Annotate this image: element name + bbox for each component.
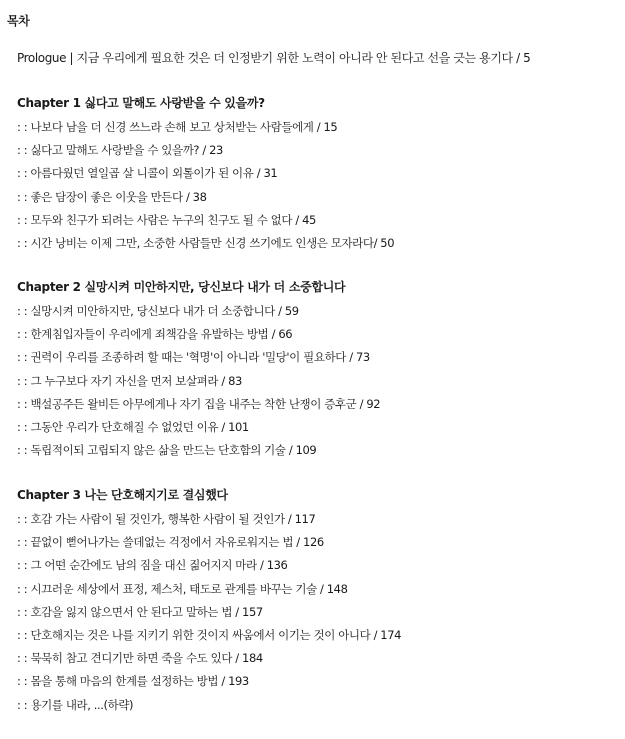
toc-title: 목차: [7, 14, 30, 28]
toc-entry: : : 한계침입자들이 우리에게 죄책감을 유발하는 방법 / 66: [17, 327, 293, 342]
chapter-1-section: [17, 96, 617, 259]
toc-entry: : : 단호해지는 것은 나를 지키기 위한 것이지 싸움에서 이기는 것이 아니다 / 174: [17, 627, 402, 642]
toc-entry: : : 실망시켜 미안하지만, 당신보다 내가 더 소중합니다 / 59: [17, 304, 299, 318]
toc-entry: : : 그 누구보다 자기 자신을 먼저 보살펴라 / 83: [17, 373, 242, 388]
toc-entry: : : 몸을 통해 마음의 한계를 설정하는 방법 / 193: [17, 674, 249, 689]
toc-entry: : : 묵묵히 참고 견디기만 하면 죽을 수도 있다 / 184: [17, 651, 263, 666]
chapter-2-section: [17, 280, 617, 466]
chapter-heading: Chapter 1 싫다고 말해도 사랑받을 수 있을까?: [17, 96, 265, 110]
chapter-heading: Chapter 3 나는 단호해지기로 결심했다: [17, 488, 228, 502]
toc-entry: : : 아름다웠던 열일곱 살 니콜이 외톨이가 된 이유 / 31: [17, 166, 278, 181]
prologue-entry: Prologue | 지금 우리에게 필요한 것은 더 인정받기 위한 노력이 아니라 안 된다고 선을 긋는 용기다 / 5: [17, 51, 531, 65]
toc-entry: : : 좋은 담장이 좋은 이웃을 만든다 / 38: [17, 189, 207, 204]
toc-entry: : : 그 어떤 순간에도 남의 짐을 대신 짊어지지 마라 / 136: [17, 558, 288, 573]
toc-entry: : : 그동안 우리가 단호해질 수 없었던 이유 / 101: [17, 419, 249, 434]
toc-entry: : : 나보다 남을 더 신경 쓰느라 손해 보고 상처받는 사람들에게 / 15: [17, 120, 338, 134]
toc-entry: : : 호감을 잃지 않으면서 안 된다고 말하는 법 / 157: [17, 604, 263, 619]
toc-entry: : : 백설공주든 왈비든 아무에게나 자기 집을 내주는 착한 난쟁이 증후군 / 92: [17, 396, 381, 411]
chapter-3-section: [17, 488, 617, 721]
toc-entry: : : 끝없이 뻗어나가는 쓸데없는 걱정에서 자유로워지는 법 / 126: [17, 535, 324, 550]
toc-entry: : : 시끄러운 세상에서 표정, 제스처, 태도로 관계를 바꾸는 기술 / 148: [17, 581, 348, 596]
chapter-heading: Chapter 2 실망시켜 미안하지만, 당신보다 내가 더 소중합니다: [17, 280, 346, 294]
toc-entry: : : 싫다고 말해도 사랑받을 수 있을까? / 23: [17, 143, 223, 158]
toc-entry: : : 권력이 우리를 조종하려 할 때는 '혁명'이 아니라 '밀당'이 필요하다 / 73: [17, 350, 370, 365]
toc-entry: : : 시간 낭비는 이제 그만, 소중한 사람들만 신경 쓰기에도 인생은 모자라다/ 50: [17, 235, 395, 250]
toc-entry: : : 호감 가는 사람이 될 것인가, 행복한 사람이 될 것인가 / 117: [17, 512, 316, 526]
toc-entry: : : 독립적이되 고립되지 않은 삶을 만드는 단호함의 기술 / 109: [17, 443, 317, 458]
toc-entry: : : 모두와 친구가 되려는 사람은 누구의 친구도 될 수 없다 / 45: [17, 212, 316, 227]
toc-entry: : : 용기를 내라, ...(하략): [17, 697, 134, 712]
